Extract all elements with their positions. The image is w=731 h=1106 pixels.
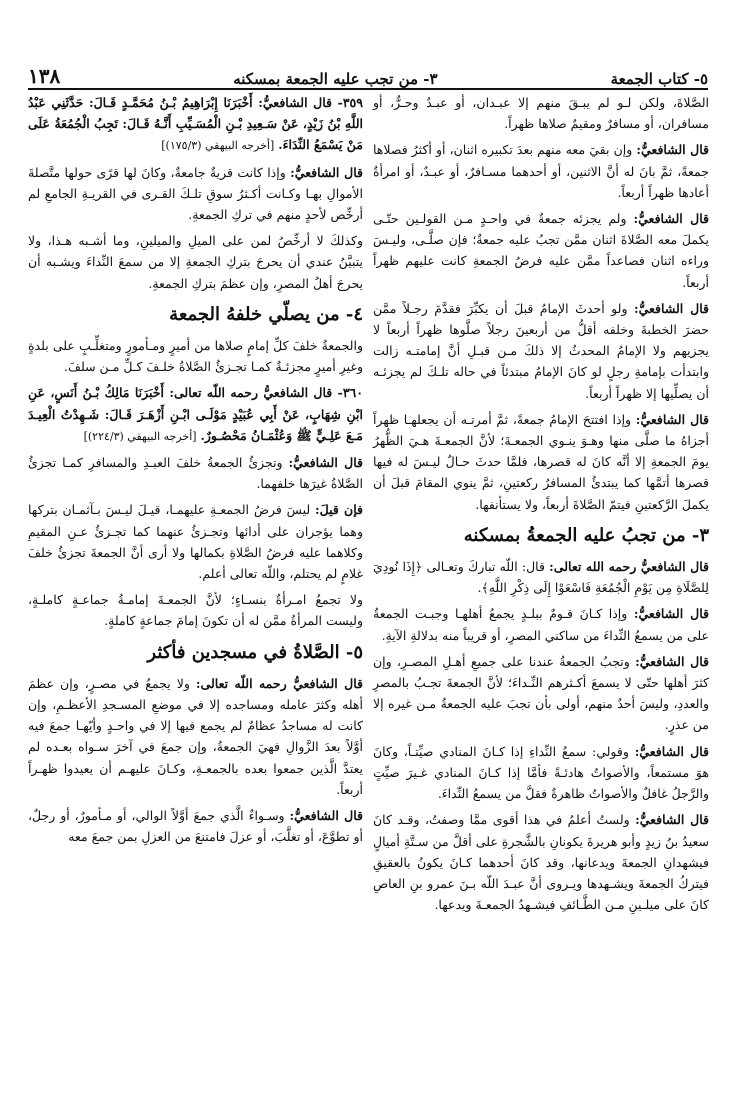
hadith-359 [28, 92, 363, 157]
section-heading: ٥- الصَّلاةُ في مسجدين فأكثر [147, 641, 363, 663]
paragraph-text: وسـواءٌ الَّذي جمعَ أوَّلاً الوالي، أو مـأمورٌ، أو رجلٌ، أو تطوَّعَ، أو تغلَّبَ، أو عزلَ فامتنعَ من العزلِ بمن جمعَ معه [28, 808, 363, 845]
paragraph [28, 335, 363, 377]
speaker-label: قال الشافعيُّ رحمه اللّه تعالى: [195, 675, 363, 691]
paragraph-text: وقولي: سمعُ النِّداءِ إذا كـانَ المنادي صيِّتـاً، وكانَ هوَ مستمعاً، والأصواتُ هادئـةً فأمَّا إذا كـانَ المنادي غـيرَ صيِّتٍ والرَّجلُ غافلٌ والأصواتُ ظاهرةٌ فقلَّ من يسمعُ النِّداءَ. [373, 743, 709, 802]
paragraph-text: ولستُ أعلمُ في هذا أقوى ممَّا وصفتُ، وقـد كانَ سعيدُ بنُ زيدٍ وأبو هريرةَ يكونانِ بالشَّجرةِ على أقلَّ من سـتَّةِ أميالٍ فيشهدانِ الجمعةَ ويدعانها، وقد كانَ أحدهما كـانَ يكونُ بالعقيقِ فيتركُ الجمعةَ ويشـهدها ويـروى أنَّ عبـدَ اللّه بـنَ عمرو بنِ العاصِ كانَ على ميلـينِ مـن الطَّـائفِ فيشـهدُ الجمعـةَ ويدعها. [373, 812, 709, 913]
speaker-label: قال الشافعيُّ: [289, 808, 364, 824]
paragraph-text: وإذا كـانَ قـومٌ ببلـدٍ يجمعُ أهلهـا وجبـت الجمعةُ على من يسمعُ النِّداءَ من ساكني المصرِ، أو قريباً منه بدلالةِ الآيةِ. [373, 606, 709, 643]
speaker-label: فإن قيلَ: [315, 502, 363, 518]
speaker-label: قال الشافعيُّ: [633, 606, 709, 622]
paragraph [373, 741, 709, 805]
paragraph-text: وإن بقيَ معه منهم بعدَ تكبيره اثنان، أو أكثرُ فصلاها جمعةً، ثمَّ بانَ له أنَّ الاثنين، أو أحدهما مسـافرٌ، أو عبـدٌ، أو امرأةٌ أعادها ظهراً أربعاً. [373, 142, 709, 200]
hadith-text: ٣٥٩- قال الشافعيُّ: أَخْبَرَنَا إِبْرَاهِيمُ بْـنُ مُحَمَّـدٍ قَـالَ: حَدَّثَنِي عَبْدُ اللَّهِ بْنُ زَيْدٍ، عَنْ سَـعِيدِ بْـنِ الْمُسَـيِّبِ أَنَّـهُ قَـالَ: تَجِبُ الْجُمُعَةُ عَلَى مَنْ يَسْمَعُ النِّدَاءَ. [28, 95, 363, 153]
paragraph-text: الصَّلاةَ، ولكن لـو لم يبـقَ منهم إلا عبـدان، أو عبـدٌ وحـرٌّ، أو مسافران، أو مسافرٌ ومقيمٌ صلاها ظهراً. [373, 95, 709, 132]
right-column [373, 92, 709, 920]
paragraph-text: ولم يجزئه جمعةٌ في واحـدٍ مـن القولـين حتّـى يكملَ معه الصَّلاةَ اثنان ممَّن تجبُ عليه جمعةٌ؛ فإن صلَّـى، وليـسَ وراءه اثنان فصاعداً ممَّن عليه فرضُ الجمعةِ كانت عليهم ظهراً أربعاً. [373, 211, 709, 290]
source-citation: [أخرجه البيهقي (١٧٥/٣)] [161, 139, 275, 153]
paragraph-text: ولو أحدثَ الإمامُ قبلَ أن يكبِّرَ فقدَّمَ رجـلاً ممَّن حضرَ الخطبةَ وخلفه أقلُّ من أربعينَ رجلاً صلَّوها ظهراً أربعاً لا يجزيهم ولا الإمامُ المحدثُ إلا ذلكَ مـن قبـلِ أنَّ إمامتـه زالت وابتدأت بإمامةِ رجلٍ لو كانَ الإمامُ مبتدئاً في حاله تلـكَ لم يجزئـه أن يصلِّيها إلا ظهراً أربعاً. [373, 300, 709, 401]
paragraph-text: ولا يجمعُ في مصـرٍ، وإن عظمَ أهله وكثرَ عامله ومساجده إلا في موضعِ المسـجدِ الأعظـمِ، وإن كانت له مساجدُ عظامٌ لم يجمع فيها إلا في واحـدٍ وأيّهـا جمعَ فيه أوَّلاً بعدَ الزَّوالِ فهيَ الجمعةُ، وإن جمعَ في آخرَ سـواه بعـده لم يعتدَّ الَّذين جمعوا بعده بالجمعـةِ، وكـانَ عليهـم أن يعيدوا ظهـراً أربعاً. [28, 675, 363, 797]
source-citation: [أخرجه البيهقي (٢٢٤/٣)] [83, 429, 197, 443]
paragraph [28, 499, 363, 584]
section-heading: ٣- من تجبُ عليه الجمعةُ بمسكنه [463, 524, 709, 546]
paragraph [373, 208, 709, 293]
paragraph-text: وتجزئُ الجمعةُ خلفَ العبـدِ والمسافرِ كمـا تجزئُ الصَّلاةُ غيرَها خلفهما. [28, 455, 363, 492]
header-rule [28, 88, 708, 90]
running-head-chapter: ٣- من تجب عليه الجمعة بمسكنه [233, 70, 438, 88]
paragraph [373, 92, 709, 134]
speaker-label: قال الشافعيُّ: [634, 743, 709, 759]
speaker-label: قال الشافعيُّ: [288, 455, 363, 471]
paragraph [373, 651, 709, 736]
section-heading: ٤- من يصلّي خلفهُ الجمعة [169, 303, 363, 325]
running-head-book: ٥- كتاب الجمعة [610, 70, 708, 88]
paragraph [28, 589, 363, 631]
paragraph-text: قال: اللّه تباركَ وتعـالى ﴿إِذَا نُودِيَ لِلصَّلَاةِ مِن يَوْمِ الْجُمُعَةِ فَاسْعَوْا إِلَى ذِكْرِ اللَّهِ﴾. [373, 559, 709, 596]
paragraph [28, 162, 363, 226]
speaker-label: قال الشافعيُّ: [635, 653, 709, 669]
paragraph-text: وكذلكَ لا أرخِّصُ لمن على الميلِ والميلينِ، وما أشـبه هـذا، ولا يتبيَّنُ عندي أن يحرجَ بتركِ الجمعةِ إلا من سمعَ النِّداءَ ويشـبه أن يحرجَ أهلُ المصرِ، وإن عظمَ بتركِ الجمعةِ. [28, 233, 363, 291]
paragraph-text: وإذا افتتحَ الإمامُ جمعةً، ثمَّ أمرتـه أن يجعلهـا ظهراً أجزاهُ ما صلَّى منها وهـوَ ينـوي الجمعـةَ؛ لأنَّ الجمعـةَ هـيَ الظُّهرُ يومَ الجمعةِ إلا أنَّه كانَ له قصرها، فلمَّا حدثَ حـالٌ ليـسَ له فيها قصرها أتمَّها كما يبتدئُ المسافرُ ركعتينِ، ثمَّ ينوي المقامَ قبلَ أن يكملَ الرَّكعتينِ فيتمّ الصَّلاةَ أربعاً، ولا يستأنفها. [373, 411, 709, 512]
speaker-label: قال الشافعيُّ رحمه الله تعالى: [549, 559, 709, 575]
paragraph-text: وإذا كانت قريةٌ جامعةٌ، وكانَ لها قرًى حولها متَّصلةَ الأموالِ بهـا وكـانت أكـثرُ سوقِ تلـكَ القـرى في القريـةِ الجامعِ لم أرخِّص لأحدٍ منهم في تركِ الجمعةِ. [28, 164, 363, 223]
paragraph-text: والجمعةُ خلفَ كلِّ إمامٍ صلاها من أميرٍ ومـأمورٍ ومتغلِّـبٍ على بلدةٍ وغيرِ أميرٍ مجزئـةٌ كمـا تجـزئُ الصَّلاةُ خلـفَ كـلِّ مـن سلفَ. [28, 338, 363, 375]
speaker-label: قال الشافعيُّ: [633, 300, 710, 316]
paragraph [28, 452, 363, 494]
hadith-360 [28, 382, 363, 447]
paragraph-text: ليسَ فرضُ الجمعـةِ عليهمـا، قيـلَ ليـسَ بـآثمـان بتركها وهما يؤجران على أدائها وتجـزئُ عنهما كما تجـزئُ عـنِ المقيمِ وكلاهما عليه فرضُ الصَّلاةِ بكمالها ولا أرى أنَّ الجمعةَ تجزئُ خلفَ غلامٍ لم يحتلم، واللّه تعالى أعلم. [28, 502, 363, 582]
page-header [28, 58, 708, 88]
left-column [28, 92, 363, 853]
paragraph [373, 298, 709, 404]
speaker-label: قال الشافعيُّ: [636, 142, 710, 158]
paragraph [373, 809, 709, 915]
paragraph-text: ولا تجمعُ امـرأةٌ بنسـاءٍ؛ لأنَّ الجمعـةَ إمامـةُ جماعـةٍ كاملـةٍ، وليست المرأةُ ممَّن له أن تكونَ إمامَ جماعةٍ كاملةٍ. [28, 592, 363, 629]
paragraph [28, 230, 363, 294]
paragraph [373, 556, 709, 598]
paragraph-text: وتجبُ الجمعةُ عندنا على جميعِ أهـلِ المصـرِ، وإن كثرَ أهلها حتّى لا يسمعَ أكـثرهم النِّـداءَ؛ لأنَّ الجمعةَ تجـبُ بالمصرِ والعددِ، وليسَ أحدٌ منهم، أولى بأن تجبَ عليه الجمعةُ مـن غيره إلا من عذرٍ. [373, 653, 709, 733]
paragraph [28, 673, 363, 800]
paragraph [373, 603, 709, 645]
speaker-label: قال الشافعيُّ: [290, 164, 363, 180]
paragraph [28, 805, 363, 847]
hadith-text: ٣٦٠- قال الشافعيُّ رحمه اللّه تعالى: أَخْبَرَنَا مَالِكُ بْـنُ أَنَسٍ، عَنِ ابْنِ شِهَابٍ، عَنْ أَبِي عُبَيْدٍ مَوْلَـى ابْـنِ أَزْهَـرَ قَـالَ: شَـهِدْتُ الْعِيـدَ مَـعَ عَلِـيٍّ ﷺ وَعُثْمَـانُ مَحْصُـورٌ. [28, 385, 363, 443]
speaker-label: قال الشافعيُّ: [635, 411, 709, 427]
speaker-label: قال الشافعيُّ: [635, 812, 709, 828]
page-number: ١٣٨ [28, 64, 61, 88]
paragraph [373, 139, 709, 203]
paragraph [373, 409, 709, 515]
speaker-label: قال الشافعيُّ: [633, 211, 710, 227]
